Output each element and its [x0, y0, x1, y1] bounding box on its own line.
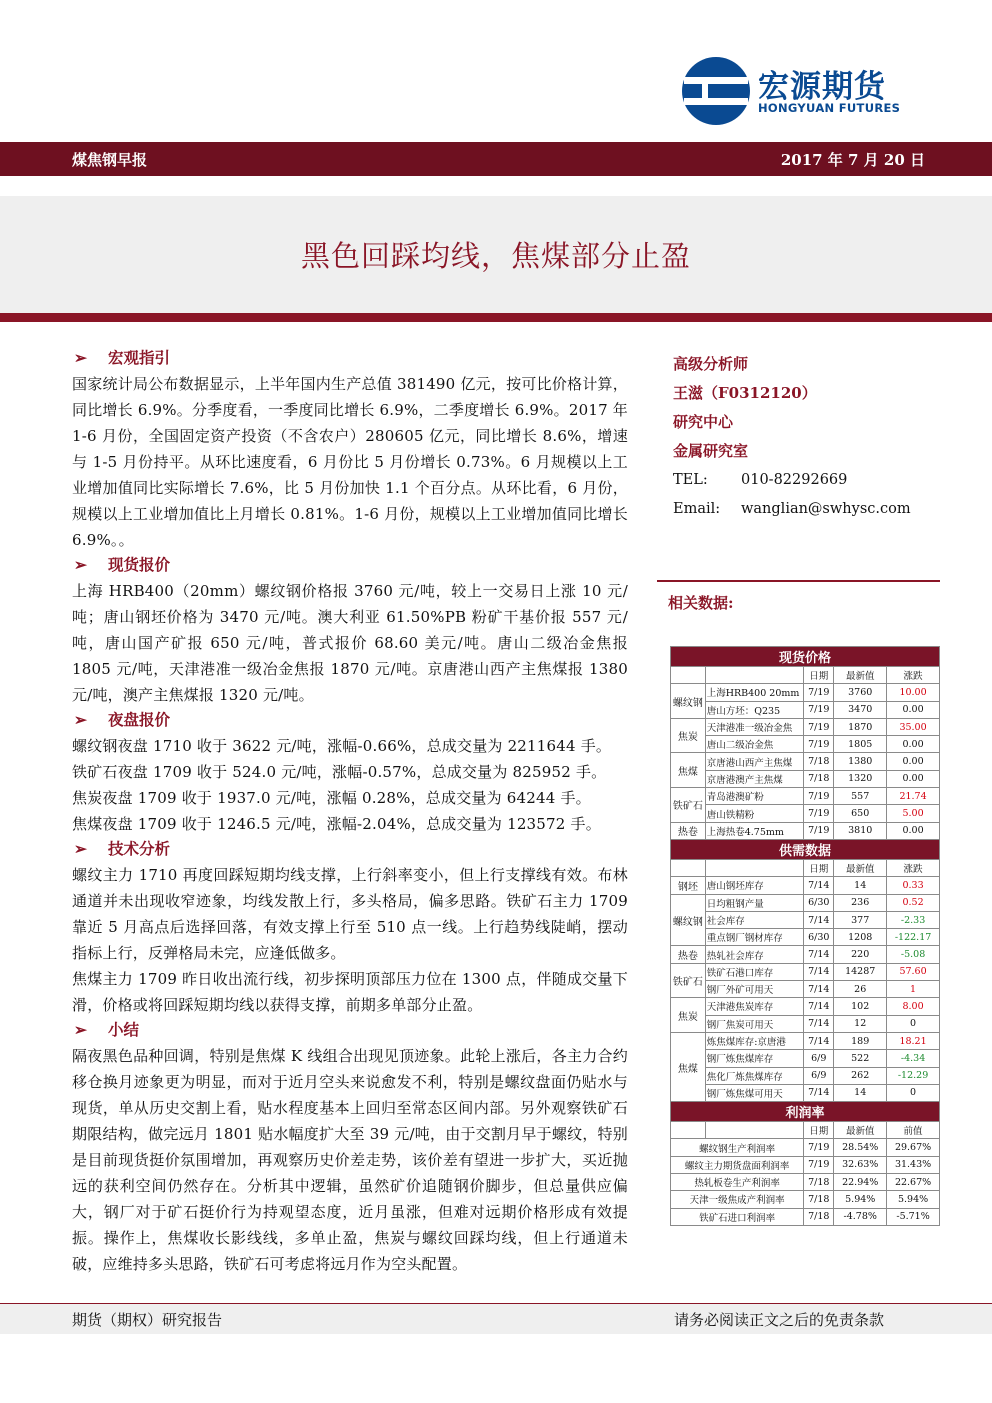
header-cell: 最新值 [834, 859, 887, 876]
table-row [671, 963, 940, 980]
table-row [671, 770, 940, 787]
section-heading-night: ➢ 夜盘报价 [72, 708, 628, 732]
footer-disclaimer: 请务必阅读正文之后的免责条款 [673, 1311, 884, 1329]
right-divider [657, 580, 940, 582]
value-cell: 650 [834, 805, 887, 822]
header-cell: 最新值 [834, 667, 887, 684]
date-cell: 6/9 [804, 1067, 834, 1084]
table-row [671, 998, 940, 1015]
date-cell: 7/18 [804, 1208, 834, 1225]
change-cell: 0.00 [887, 822, 940, 839]
arrow-icon: ➢ [74, 839, 87, 858]
value-cell: 3760 [834, 684, 887, 701]
change-cell: 0.00 [887, 701, 940, 718]
value-cell: 102 [834, 998, 887, 1015]
section-title: 现货价格 [671, 647, 940, 667]
value-cell: 5.94% [834, 1191, 887, 1208]
footer-left: 期货（期权）研究报告 [72, 1311, 223, 1329]
name-cell: 钢厂炼焦煤库存 [705, 1050, 804, 1067]
section-title: 利润率 [671, 1102, 940, 1122]
change-cell: 0.00 [887, 753, 940, 770]
header-cell: 日期 [804, 859, 834, 876]
logo-text-cn: 宏源期货 [758, 69, 886, 105]
analyst-email: Email: wanglian@swhysc.com [673, 501, 911, 517]
date-cell: 7/18 [804, 753, 834, 770]
table-row [671, 894, 940, 911]
analyst-name: 王滋（F0312120） [673, 384, 817, 402]
name-cell: 钢厂焦炭可用天 [705, 1015, 804, 1032]
value-cell: 32.63% [834, 1156, 887, 1173]
date-cell: 7/14 [804, 981, 834, 998]
table-row [671, 1084, 940, 1101]
date-cell: 7/14 [804, 911, 834, 928]
value-cell: 12 [834, 1015, 887, 1032]
report-title: 黑色回踩均线，焦煤部分止盈 [300, 239, 691, 273]
date-cell: 7/19 [804, 718, 834, 735]
logo-text-en: HONGYUAN FUTURES [758, 101, 901, 115]
arrow-icon: ➢ [74, 555, 87, 574]
change-cell: 0.33 [887, 877, 940, 894]
section-heading-tech: ➢ 技术分析 [72, 837, 628, 861]
date-cell: 7/14 [804, 946, 834, 963]
change-cell: 57.60 [887, 963, 940, 980]
name-cell: 热轧社会库存 [705, 946, 804, 963]
report-type: 煤焦钢早报 [72, 151, 148, 169]
value-cell: 522 [834, 1050, 887, 1067]
night-line: 焦煤夜盘 1709 收于 1246.5 元/吨，涨幅-2.04%，总成交量为 123572 手。 [72, 815, 601, 833]
section-heading-macro: ➢ 宏观指引 [72, 346, 628, 370]
date-cell: 6/9 [804, 1050, 834, 1067]
section-body-macro: 国家统计局公布数据显示，上半年国内生产总值 381490 亿元，按可比价格计算，同比增长 6.9%。分季度看，一季度同比增长 6.9%，二季度增长 6.9%。2017 年 1-6 月份，全国固定资产投资（不含农户）280605 亿元，同比增长 8.6%，增速与 1-5 月份持平。从环比速度看，6 月份比 5 月份增长 0.73%。6 月规模以上工业增加值同比实际增长 7.6%，比 5 月份加快 1.1 个百分点。从环比看，6 月份，规模以上工业增加值比上月增长 0.81%。1-6 月份，规模以上工业增加值同比增长 6.9%。。 [72, 375, 628, 549]
change-cell: 21.74 [887, 788, 940, 805]
value-cell: 377 [834, 911, 887, 928]
table-row [671, 929, 940, 946]
section-heading-spot: ➢ 现货报价 [72, 553, 628, 577]
date-cell: 7/18 [804, 770, 834, 787]
prev-cell: 5.94% [887, 1191, 940, 1208]
change-cell: -5.08 [887, 946, 940, 963]
name-cell: 天津港焦炭库存 [705, 998, 804, 1015]
date-cell: 7/19 [804, 805, 834, 822]
name-cell: 天津一级焦成产利润率 [671, 1191, 804, 1208]
analyst-dept: 研究中心 [673, 413, 734, 431]
category-cell: 焦炭 [671, 718, 706, 753]
change-cell: 18.21 [887, 1032, 940, 1049]
name-cell: 炼焦煤库存:京唐港 [705, 1032, 804, 1049]
name-cell: 铁矿石港口库存 [705, 963, 804, 980]
date-cell: 7/14 [804, 998, 834, 1015]
company-logo [680, 55, 950, 125]
name-cell: 青岛港澳矿粉 [705, 788, 804, 805]
analyst-subdept: 金属研究室 [673, 442, 749, 460]
table-row [671, 736, 940, 753]
value-cell: 1805 [834, 736, 887, 753]
name-cell: 钢厂炼焦煤可用天 [705, 1084, 804, 1101]
change-cell: 0 [887, 1015, 940, 1032]
name-cell: 重点钢厂钢材库存 [705, 929, 804, 946]
header-bar [0, 142, 992, 176]
footer [0, 1304, 992, 1334]
name-cell: 螺纹钢生产利润率 [671, 1139, 804, 1156]
date-cell: 7/19 [804, 1139, 834, 1156]
analyst-role: 高级分析师 [673, 355, 749, 373]
table-row [671, 1032, 940, 1049]
section-body-spot: 上海 HRB400（20mm）螺纹钢价格报 3760 元/吨，较上一交易日上涨 10 元/吨；唐山钢坯价格为 3470 元/吨。澳大利亚 61.50%PB 粉矿干基价报 557 元/吨，唐山国产矿报 650 元/吨，普式报价 68.60 美元/吨。唐山二级冶金焦报 1805 元/吨，天津港准一级冶金焦报 1870 元/吨。京唐港山西产主焦煤报 1380 元/吨，澳产主焦煤报 1320 元/吨。 [72, 582, 628, 704]
name-cell: 钢厂外矿可用天 [705, 981, 804, 998]
table-row [671, 1191, 940, 1208]
table-row [671, 1174, 940, 1191]
value-cell: 14 [834, 1084, 887, 1101]
category-cell: 焦煤 [671, 753, 706, 788]
value-cell: 3810 [834, 822, 887, 839]
date-cell: 7/14 [804, 963, 834, 980]
name-cell: 唐山方坯：Q235 [705, 701, 804, 718]
value-cell: -4.78% [834, 1208, 887, 1225]
header-cell: 最新值 [834, 1122, 887, 1139]
arrow-icon: ➢ [74, 348, 87, 367]
value-cell: 26 [834, 981, 887, 998]
value-cell: 28.54% [834, 1139, 887, 1156]
header-cell [671, 1122, 706, 1139]
date-cell: 7/19 [804, 701, 834, 718]
table-row [671, 1050, 940, 1067]
related-data-label: 相关数据: [668, 594, 734, 612]
name-cell: 上海热卷4.75mm [705, 822, 804, 839]
table-row [671, 718, 940, 735]
analyst-tel: TEL: 010-82292669 [673, 472, 848, 488]
category-cell: 螺纹钢 [671, 894, 706, 946]
header-cell: 前值 [887, 1122, 940, 1139]
value-cell: 14287 [834, 963, 887, 980]
table-row [671, 911, 940, 928]
category-cell: 铁矿石 [671, 788, 706, 823]
table-row [671, 684, 940, 701]
night-line: 铁矿石夜盘 1709 收于 524.0 元/吨，涨幅-0.57%，总成交量为 825952 手。 [72, 763, 607, 781]
market-data-table [670, 646, 940, 1226]
name-cell: 焦化厂炼焦煤库存 [705, 1067, 804, 1084]
name-cell: 唐山钢坯库存 [705, 877, 804, 894]
value-cell: 14 [834, 877, 887, 894]
night-line: 螺纹钢夜盘 1710 收于 3622 元/吨，涨幅-0.66%，总成交量为 2211644 手。 [72, 737, 612, 755]
value-cell: 189 [834, 1032, 887, 1049]
category-cell: 钢坯 [671, 877, 706, 894]
value-cell: 262 [834, 1067, 887, 1084]
change-cell: -4.34 [887, 1050, 940, 1067]
date-cell: 7/14 [804, 1015, 834, 1032]
table-row [671, 1015, 940, 1032]
spot-section-header [671, 647, 940, 667]
value-cell: 22.94% [834, 1174, 887, 1191]
category-cell: 焦炭 [671, 998, 706, 1033]
table-row [671, 946, 940, 963]
table-row [671, 1156, 940, 1173]
name-cell: 天津港准一级冶金焦 [705, 718, 804, 735]
change-cell: 5.00 [887, 805, 940, 822]
analyst-info [673, 350, 953, 524]
section-body-summary: 隔夜黑色品种回调，特别是焦煤 K 线组合出现见顶迹象。此轮上涨后，各主力合约移仓换月迹象更为明显，而对于近月空头来说愈发不利，特别是螺纹盘面仍贴水与现货，单从历史交割上看，贴水程度基本上回归至常态区间内部。另外观察铁矿石期限结构，做完远月 1801 贴水幅度扩大至 39 元/吨，由于交割月早于螺纹，特别是目前现货挺价氛围增加，再观察历史价差走势，该价差有望进一步扩大，买近抛远的获利空间仍然存在。分析其中逻辑，虽然矿价追随钢价脚步，但总量供应偏大，钢厂对于矿石挺价行为持观望态度，近月虽涨，但难对远期价格形成有效提振。操作上，焦煤收长影线线，多单止盈，焦炭与螺纹回踩均线，但上行通道未破，应维持多头思路，铁矿石可考虑将远月作为空头配置。 [72, 1047, 628, 1273]
name-cell: 螺纹主力期货盘面利润率 [671, 1156, 804, 1173]
value-cell: 3470 [834, 701, 887, 718]
date-cell: 7/18 [804, 1191, 834, 1208]
table-row [671, 877, 940, 894]
main-content [72, 346, 628, 1277]
category-cell: 螺纹钢 [671, 684, 706, 719]
name-cell: 唐山二级冶金焦 [705, 736, 804, 753]
section-body-tech-2: 焦煤主力 1709 昨日收出流行线，初步探明顶部压力位在 1300 点，伴随成交量下滑，价格或将回踩短期均线以获得支撑，前期多单部分止盈。 [72, 970, 628, 1014]
change-cell: 8.00 [887, 998, 940, 1015]
date-cell: 7/14 [804, 1032, 834, 1049]
prev-cell: 29.67% [887, 1139, 940, 1156]
change-cell: -2.33 [887, 911, 940, 928]
category-cell: 热卷 [671, 822, 706, 839]
name-cell: 铁矿石进口利润率 [671, 1208, 804, 1225]
table-row [671, 788, 940, 805]
change-cell: 0.00 [887, 770, 940, 787]
table-header-row [671, 1122, 940, 1139]
table-row [671, 701, 940, 718]
table-row [671, 822, 940, 839]
header-cell: 日期 [804, 667, 834, 684]
table-row [671, 1067, 940, 1084]
date-cell: 7/19 [804, 684, 834, 701]
table-row [671, 805, 940, 822]
category-cell: 焦煤 [671, 1032, 706, 1101]
value-cell: 1320 [834, 770, 887, 787]
date-cell: 7/18 [804, 1174, 834, 1191]
header-cell: 涨跌 [887, 667, 940, 684]
category-cell: 热卷 [671, 946, 706, 963]
value-cell: 1208 [834, 929, 887, 946]
name-cell: 日均粗钢产量 [705, 894, 804, 911]
arrow-icon: ➢ [74, 1020, 87, 1039]
date-cell: 6/30 [804, 894, 834, 911]
value-cell: 557 [834, 788, 887, 805]
report-date: 2017 年 7 月 20 日 [780, 151, 925, 169]
header-cell [705, 667, 804, 684]
profit-section-header [671, 1102, 940, 1122]
date-cell: 6/30 [804, 929, 834, 946]
change-cell: 10.00 [887, 684, 940, 701]
header-cell [705, 859, 804, 876]
change-cell: 0.00 [887, 736, 940, 753]
table-row [671, 1139, 940, 1156]
name-cell: 社会库存 [705, 911, 804, 928]
table-row [671, 753, 940, 770]
table-row [671, 981, 940, 998]
change-cell: -12.29 [887, 1067, 940, 1084]
header-cell [671, 859, 706, 876]
value-cell: 236 [834, 894, 887, 911]
change-cell: 0.52 [887, 894, 940, 911]
section-heading-summary: ➢ 小结 [72, 1018, 628, 1042]
table-header-row [671, 667, 940, 684]
section-body-tech: 螺纹主力 1710 再度回踩短期均线支撑，上行斜率变小，但上行支撑线有效。布林通道并未出现收窄迹象，均线发散上行，多头格局，偏多思路。铁矿石主力 1709 靠近 5 月高点后选择回落，有效支撑上行至 510 点一线。上行趋势线陡峭，摆动指标上行，反弹格局未完，应逢低做多。 [72, 866, 628, 962]
date-cell: 7/19 [804, 822, 834, 839]
section-title: 供需数据 [671, 839, 940, 859]
date-cell: 7/19 [804, 1156, 834, 1173]
header-cell: 日期 [804, 1122, 834, 1139]
date-cell: 7/19 [804, 788, 834, 805]
table-row [671, 1208, 940, 1225]
change-cell: 35.00 [887, 718, 940, 735]
name-cell: 上海HRB400 20mm [705, 684, 804, 701]
date-cell: 7/14 [804, 877, 834, 894]
title-divider [0, 313, 992, 322]
header-cell: 涨跌 [887, 859, 940, 876]
category-cell: 铁矿石 [671, 963, 706, 998]
header-cell [705, 1122, 804, 1139]
name-cell: 京唐港山西产主焦煤 [705, 753, 804, 770]
prev-cell: -5.71% [887, 1208, 940, 1225]
date-cell: 7/19 [804, 736, 834, 753]
prev-cell: 31.43% [887, 1156, 940, 1173]
header-cell [671, 667, 706, 684]
prev-cell: 22.67% [887, 1174, 940, 1191]
value-cell: 220 [834, 946, 887, 963]
name-cell: 唐山铁精粉 [705, 805, 804, 822]
night-line: 焦炭夜盘 1709 收于 1937.0 元/吨，涨幅 0.28%，总成交量为 64244 手。 [72, 789, 591, 807]
name-cell: 热轧板卷生产利润率 [671, 1174, 804, 1191]
logo-emblem-icon [680, 55, 752, 127]
change-cell: 1 [887, 981, 940, 998]
value-cell: 1380 [834, 753, 887, 770]
arrow-icon: ➢ [74, 710, 87, 729]
date-cell: 7/14 [804, 1084, 834, 1101]
supply-section-header [671, 839, 940, 859]
table-header-row [671, 859, 940, 876]
name-cell: 京唐港澳产主焦煤 [705, 770, 804, 787]
change-cell: 0 [887, 1084, 940, 1101]
change-cell: -122.17 [887, 929, 940, 946]
value-cell: 1870 [834, 718, 887, 735]
